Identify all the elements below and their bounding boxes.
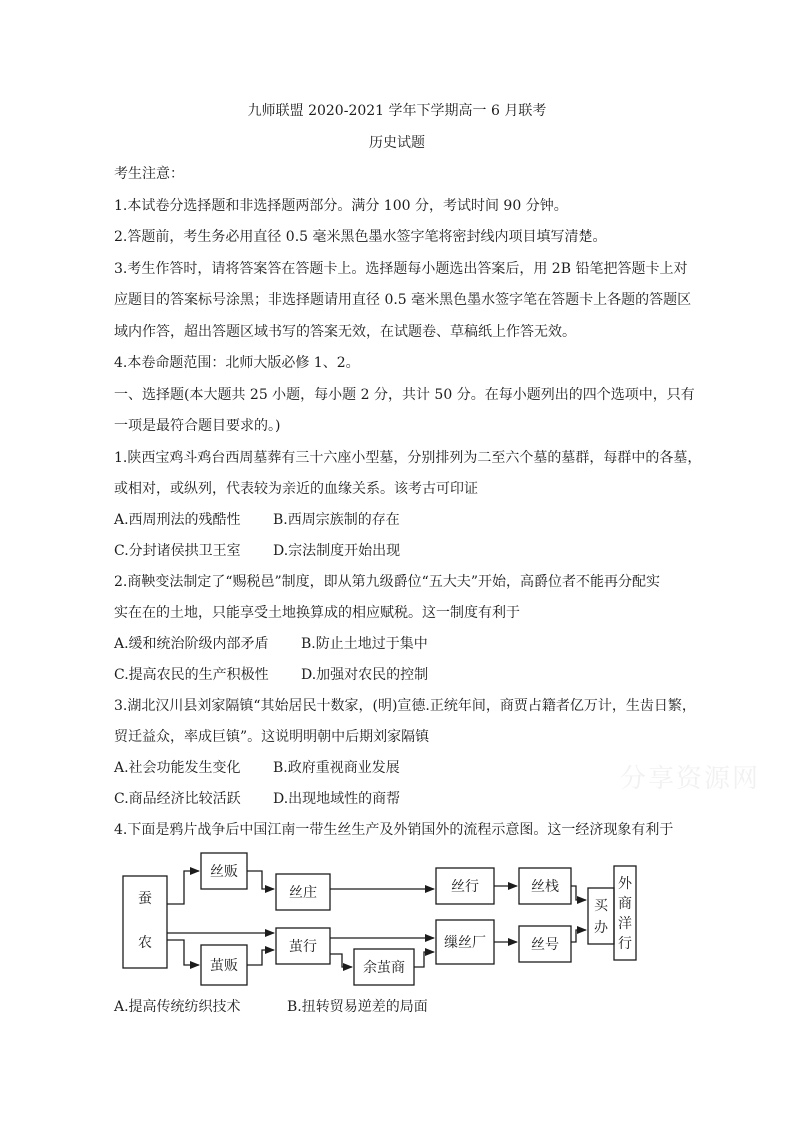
edge-cannong-sifan [167,871,199,904]
notice-item: 1.本试卷分选择题和非选择题两部分。满分 100 分，考试时间 90 分钟。 [114,198,568,214]
question-stem: 或相对，或纵列，代表较为亲近的血缘关系。该考古可印证 [114,481,478,497]
edge-jianhang-yujianshang [330,954,352,967]
question-stem: 3.湖北汉川县刘家隔镇“其始居民十数家，(明)宣德.正统年间，商贾占籍者亿万计，生齿日繁， [114,698,696,714]
node-jianhang-label: 茧行 [289,939,317,955]
node-cannong-label: 蚕 [138,891,152,907]
notice-item: 3.考生作答时，请将答案答在答题卡上。选择题每小题选出答案后，用 2B 铅笔把答题卡上对 [114,261,688,277]
edge-sifan-sizhuang [247,871,274,889]
node-sihao-label: 丝号 [531,937,559,953]
edge-sizhan-maiban [571,886,586,900]
node-waishang-label: 商 [618,896,632,912]
node-waishang-label: 洋 [618,916,632,932]
option-a[interactable]: A.提高传统纺织技术 [114,999,241,1015]
question-stem: 贸迁益众，率成巨镇”。这说明明朝中后期刘家隔镇 [114,729,430,745]
question-stem: 4.下面是鸦片战争后中国江南一带生丝生产及外销国外的流程示意图。这一经济现象有利于 [114,822,674,838]
option-d[interactable]: D.出现地域性的商帮 [273,791,401,807]
edge-yujianshang-saosichang [414,952,434,967]
node-sifan-label: 丝贩 [210,864,238,880]
edge-sihao-maiban [571,930,586,942]
node-cannong-label: 农 [138,935,152,951]
node-waishang-label: 行 [618,936,632,952]
question-stem: 1.陕西宝鸡斗鸡台西周墓葬有三十六座小型墓，分别排列为二至六个墓的墓群，每群中的各墓， [114,450,702,466]
edge-cannong-jianfan [167,940,199,965]
notice-heading: 考生注意： [114,166,184,182]
node-jianfan-label: 茧贩 [210,958,238,974]
exam-subject: 历史试题 [369,135,425,151]
option-a[interactable]: A.西周刑法的残酷性 [114,512,241,528]
node-waishang-label: 外 [618,876,632,892]
option-b[interactable]: B.政府重视商业发展 [273,760,400,776]
node-saosichang-label: 缫丝厂 [444,935,486,951]
edge-jianfan-jianhang [247,950,274,965]
option-a[interactable]: A.社会功能发生变化 [114,760,241,776]
node-sihang-label: 丝行 [451,879,479,895]
notice-item: 4.本卷命题范围：北师大版必修 1、2。 [114,355,360,371]
option-c[interactable]: C.分封诸侯拱卫王室 [114,543,241,559]
section-heading: 一、选择题(本大题共 25 小题，每小题 2 分，共计 50 分。在每小题列出的四个选项中，只有 [114,387,695,403]
watermark: 分享资源网 [620,764,761,794]
option-b[interactable]: B.扭转贸易逆差的局面 [287,999,428,1015]
option-c[interactable]: C.提高农民的生产积极性 [114,667,269,683]
node-maiban-label: 买 [594,898,608,914]
exam-title: 九师联盟 2020-2021 学年下学期高一 6 月联考 [247,103,547,119]
option-c[interactable]: C.商品经济比较活跃 [114,791,241,807]
node-sizhan-label: 丝栈 [531,879,559,895]
question-stem: 实在在的土地，只能享受土地换算成的相应赋税。这一制度有利于 [114,605,520,621]
option-b[interactable]: B.西周宗族制的存在 [273,512,400,528]
node-sizhuang-label: 丝庄 [289,885,317,901]
option-a[interactable]: A.缓和统治阶级内部矛盾 [114,636,269,652]
node-maiban-label: 办 [594,920,608,936]
notice-item: 域内作答，超出答题区域书写的答案无效，在试题卷、草稿纸上作答无效。 [114,324,576,340]
node-cannong [123,876,167,968]
node-yujianshang-label: 余茧商 [363,960,405,976]
notice-item: 应题目的答案标号涂黑；非选择题请用直径 0.5 毫米黑色墨水签字笔在答题卡上各题的答题区 [114,292,692,308]
option-d[interactable]: D.加强对农民的控制 [301,667,429,683]
option-b[interactable]: B.防止土地过于集中 [301,636,428,652]
notice-item: 2.答题前，考生务必用直径 0.5 毫米黑色墨水签字笔将密封线内项目填写清楚。 [114,229,607,245]
question-stem: 2.商鞅变法制定了“赐税邑”制度，即从第九级爵位“五大夫”开始，高爵位者不能再分配实 [114,574,660,590]
section-heading: 一项是最符合题目要求的。) [114,418,281,434]
option-d[interactable]: D.宗法制度开始出现 [273,543,401,559]
